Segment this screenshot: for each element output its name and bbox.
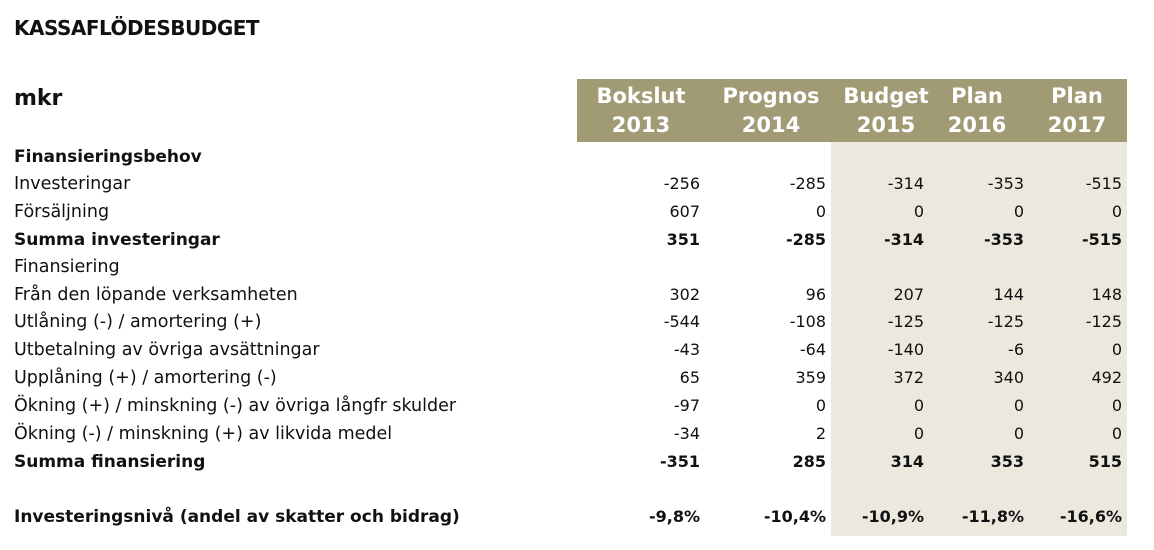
cell-value: -314 (883, 230, 924, 249)
column-header-band (577, 79, 1127, 142)
row-label: Finansiering (14, 257, 120, 277)
cell-value: -125 (1085, 312, 1122, 331)
cell-value: -108 (789, 312, 826, 331)
cell-value: -16,6% (1059, 507, 1122, 526)
cell-value: -314 (887, 174, 924, 193)
cell-value: 372 (893, 368, 924, 387)
row-label: Finansieringsbehov (14, 147, 202, 167)
row-label: Investeringsnivå (andel av skatter och bidrag) (14, 507, 460, 527)
cell-value: -9,8% (648, 507, 700, 526)
cell-value: 2 (815, 424, 826, 443)
cell-value: 148 (1091, 285, 1122, 304)
column-header-bokslut-2013: Bokslut 2013 (596, 84, 686, 137)
table-row (0, 392, 1154, 420)
cell-value: -256 (663, 174, 700, 193)
cell-value: -34 (673, 424, 700, 443)
cell-value: 65 (679, 368, 700, 387)
cell-value: 314 (890, 452, 924, 471)
table-row (0, 364, 1154, 392)
table-row (0, 336, 1154, 364)
row-label: Investeringar (14, 174, 131, 194)
cell-value: -11,8% (961, 507, 1024, 526)
cell-value: 0 (913, 424, 924, 443)
page-title: KASSAFLÖDESBUDGET (14, 16, 260, 40)
cell-value: -125 (987, 312, 1024, 331)
cell-value: -285 (789, 174, 826, 193)
cell-value: -64 (799, 340, 826, 359)
table-row (0, 503, 1154, 531)
row-label: Ökning (+) / minskning (-) av övriga långfr skulder (14, 396, 457, 416)
cell-value (1002, 143, 1122, 171)
cell-value: 0 (815, 202, 826, 221)
cell-value: 0 (913, 202, 924, 221)
cell-value: 607 (669, 202, 700, 221)
cell-value: -6 (1008, 340, 1024, 359)
unit-label: mkr (14, 86, 63, 111)
row-label: Från den löpande verksamheten (14, 285, 298, 305)
cell-value: -515 (1081, 230, 1122, 249)
cell-value: 492 (1091, 368, 1122, 387)
column-header-plan-2016: Plan 2016 (947, 84, 1007, 137)
cell-value: -125 (887, 312, 924, 331)
column-header-plan-2017: Plan 2017 (1047, 84, 1107, 137)
table-row (0, 226, 1154, 254)
row-label: Utlåning (-) / amortering (+) (14, 312, 262, 332)
column-header-budget-2015: Budget 2015 (843, 84, 929, 137)
row-label: Utbetalning av övriga avsättningar (14, 340, 320, 360)
cell-value: 515 (1088, 452, 1122, 471)
table-row (0, 420, 1154, 448)
cell-value: 351 (666, 230, 700, 249)
cell-value (1002, 253, 1122, 281)
cell-value: 340 (993, 368, 1024, 387)
row-label: Ökning (-) / minskning (+) av likvida medel (14, 424, 393, 444)
row-label: Försäljning (14, 202, 110, 222)
cell-value: 285 (792, 452, 826, 471)
cell-value: -544 (663, 312, 700, 331)
table-row (0, 253, 1154, 281)
cell-value: 0 (1013, 396, 1024, 415)
cell-value: 359 (795, 368, 826, 387)
cell-value: 144 (993, 285, 1024, 304)
cell-value: 96 (805, 285, 826, 304)
cell-value: 0 (1013, 202, 1024, 221)
row-label: Summa finansiering (14, 452, 206, 472)
table-row (0, 281, 1154, 309)
table-row (0, 448, 1154, 476)
cell-value: -353 (983, 230, 1024, 249)
table-row (0, 308, 1154, 336)
cell-value: 0 (1013, 424, 1024, 443)
cell-value: 0 (1111, 202, 1122, 221)
cell-value: 302 (669, 285, 700, 304)
cell-value: -10,4% (763, 507, 826, 526)
table-row (0, 170, 1154, 198)
cell-value: -515 (1085, 174, 1122, 193)
row-label: Summa investeringar (14, 230, 220, 250)
cell-value: -43 (673, 340, 700, 359)
cell-value (580, 253, 700, 281)
cell-value: 0 (913, 396, 924, 415)
column-header-prognos-2014: Prognos 2014 (722, 84, 820, 137)
cell-value: 0 (1111, 396, 1122, 415)
cell-value: -285 (785, 230, 826, 249)
cell-value: -10,9% (861, 507, 924, 526)
table-row (0, 143, 1154, 171)
cell-value: 353 (990, 452, 1024, 471)
table-row (0, 198, 1154, 226)
cell-value: -140 (887, 340, 924, 359)
cell-value: -353 (987, 174, 1024, 193)
cell-value: -351 (659, 452, 700, 471)
cell-value (580, 143, 700, 171)
cell-value: -97 (673, 396, 700, 415)
row-label: Upplåning (+) / amortering (-) (14, 368, 277, 388)
cell-value: 207 (893, 285, 924, 304)
cell-value: 0 (815, 396, 826, 415)
cell-value: 0 (1111, 424, 1122, 443)
cell-value: 0 (1111, 340, 1122, 359)
